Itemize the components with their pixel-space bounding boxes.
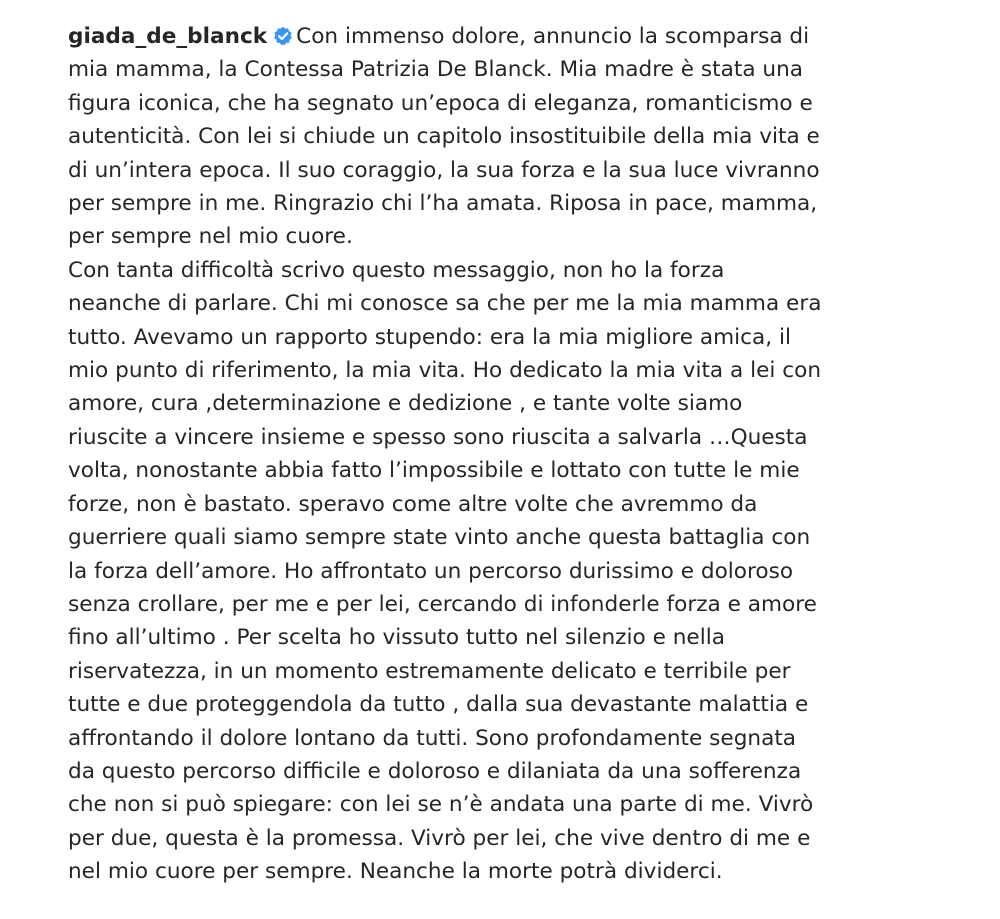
caption-line: neanche di parlare. Chi mi conosce sa che per me la mia mamma era [68,291,822,317]
caption-line: per sempre in me. Ringrazio chi l’ha amata. Riposa in pace, mamma, [68,191,818,217]
caption-line: senza crollare, per me e per lei, cercando di infonderle forza e amore [68,591,817,617]
caption-line: figura iconica, che ha segnato un’epoca di eleganza, romanticismo e [68,90,813,116]
caption-line: mio punto di riferimento, la mia vita. Ho dedicato la mia vita a lei con [68,358,822,384]
caption-line: forze, non è bastato. speravo come altre volte che avremmo da [68,491,758,517]
post-caption [68,20,928,889]
caption-line: affrontando il dolore lontano da tutti. Sono profondamente segnata [68,725,797,751]
caption-line: per due, questa è la promessa. Vivrò per lei, che vive dentro di me e [68,825,811,851]
caption-line: mia mamma, la Contessa Patrizia De Blanck. Mia madre è stata una [68,57,804,83]
caption-line: tutto. Avevamo un rapporto stupendo: era la mia migliore amica, il [68,324,791,350]
caption-line: tutte e due proteggendola da tutto , dalla sua devastante malattia e [68,692,809,718]
caption-line: volta, nonostante abbia fatto l’impossibile e lottato con tutte le mie [68,458,800,484]
caption-line: riservatezza, in un momento estremamente delicato e terribile per [68,658,791,684]
caption-line [68,20,928,53]
caption-line: amore, cura ,determinazione e dedizione , e tante volte siamo [68,391,743,417]
username-link[interactable]: giada_de_blanck [68,24,268,49]
caption-line: riuscite a vincere insieme e spesso sono riuscita a salvarla …Questa [68,424,808,450]
caption-line: nel mio cuore per sempre. Neanche la morte potrà dividerci. [68,859,723,885]
verified-badge-icon [273,23,293,43]
caption-line: per sempre nel mio cuore. [68,224,353,250]
caption-line: da questo percorso difficile e doloroso e dilaniata da una sofferenza [68,758,802,784]
caption-line: autenticità. Con lei si chiude un capitolo insostituibile della mia vita e [68,124,820,150]
caption-line: la forza dell’amore. Ho affrontato un percorso durissimo e doloroso [68,558,794,584]
caption-text: Con immenso dolore, annuncio la scomparsa di [296,24,810,49]
caption-line: di un’intera epoca. Il suo coraggio, la sua forza e la sua luce vivranno [68,157,820,183]
caption-line: guerriere quali siamo sempre state vinto anche questa battaglia con [68,525,811,551]
caption-line: Con tanta difficoltà scrivo questo messaggio, non ho la forza [68,257,725,283]
caption-line: fino all’ultimo . Per scelta ho vissuto tutto nel silenzio e nella [68,625,725,651]
caption-line: che non si può spiegare: con lei se n’è andata una parte di me. Vivrò [68,792,814,818]
